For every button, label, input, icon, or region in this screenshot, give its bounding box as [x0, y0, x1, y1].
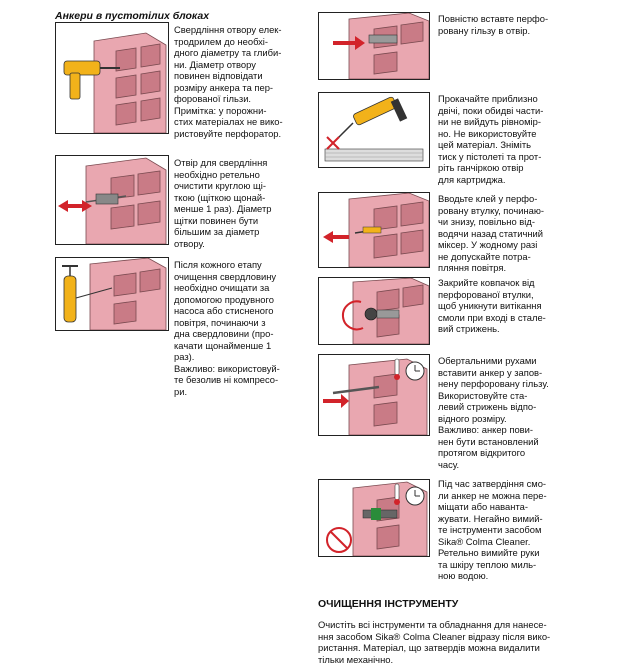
- step-text: Вводьте клей у перфо- ровану втулку, починаю- чи знизу, повільно від- водячи назад статичний міксер. У жодному разі не допускайте потра- пляння повітря.: [438, 193, 545, 273]
- step-illustration-blowing: [55, 257, 169, 331]
- step-illustration-insert-anchor: [318, 354, 430, 436]
- thermometer-icon: [394, 359, 400, 380]
- thermometer-icon: [394, 484, 400, 505]
- step-text: Після кожного етапу очищення свердловину необхідно очищати за допомогою продувного насоса або стисненого повітря, починаючи з дна свердловини (про- качати щонайменше 1 раз). Важливо: використовуй- те безолив ні компресо- ри.: [174, 259, 280, 397]
- step-illustration-curing: [318, 479, 430, 557]
- clock-icon: [406, 487, 424, 505]
- step-text: Прокачайте приблизно двічі, поки обидві части- ни не вийдуть рівномір- но. Не використовуйте цей матеріал. Зніміть тиск у пістолеті та прот- ріть ганчіркою отвір для картриджа.: [438, 93, 544, 185]
- step-text: Під час затвердіння смо- ли анкер не можна пере- міщати або наванта- жувати. Негайно вимий- те інструменти засобом Sika® Colma Cleaner. Ретельно вимийте руки та шкіру теплою миль- ною водою.: [438, 478, 547, 581]
- step-text: Свердління отвору елек- тродрилем до необхі- дного діаметру та глиби- ни. Діаметр отвору повинен відповідати розміру анкера та пер- форованої гільзи. Примітка: у порожни- стих матеріалах не вико- ристовуйте перфоратор.: [174, 24, 283, 139]
- clock-icon: [406, 362, 424, 380]
- step-illustration-inject: [318, 192, 430, 268]
- step-illustration-cap: [318, 277, 430, 345]
- step-text: Отвір для свердління необхідно ретельно очистити круглою щі- ткою (щіткою щонай- менше 1 раз). Діаметр щітки повинен бути більшим за діаметр отвору.: [174, 157, 272, 249]
- arrow-left-icon: [323, 231, 349, 243]
- cap-icon: [365, 308, 399, 320]
- step-text: Закрийте ковпачок від перфорованої втулки, щоб уникнути витікання смоли при вході в стале- вий стрижень.: [438, 277, 546, 334]
- cleaning-paragraph: Очистіть всі інструменти та обладнання для нанесе- ння засобом Sika® Colma Cleaner відразу після вико- ристання. Матеріал, що затвердів можна видалити тільки механічно.: [318, 619, 551, 665]
- anchor-installed-icon: [363, 508, 397, 520]
- sleeve-icon: [369, 35, 397, 43]
- step-illustration-drilling: [55, 22, 169, 134]
- no-touch-icon: [327, 528, 351, 552]
- cartridge-gun-icon: [335, 96, 407, 141]
- step-illustration-prime-cartridge: [318, 92, 430, 168]
- brick-block: [94, 33, 166, 133]
- section-heading: Анкери в пустотілих блоках: [55, 10, 210, 22]
- step-illustration-brushing: [55, 155, 169, 245]
- step-text: Обертальними рухами вставити анкер у запов- нену перфоровану гільзу. Використовуйте ста- левий стрижень відпо- відного розміру. Важливо: анкер пови- нен бути встановлений протягом відкритого часу.: [438, 355, 549, 470]
- no-use-icon: [327, 137, 339, 149]
- step-illustration-insert-sleeve: [318, 12, 430, 80]
- arrow-right-icon: [323, 394, 349, 408]
- section-heading: ОЧИЩЕННЯ ІНСТРУМЕНТУ: [318, 598, 459, 610]
- step-text: Повністю вставте перфо- ровану гільзу в отвір.: [438, 13, 549, 36]
